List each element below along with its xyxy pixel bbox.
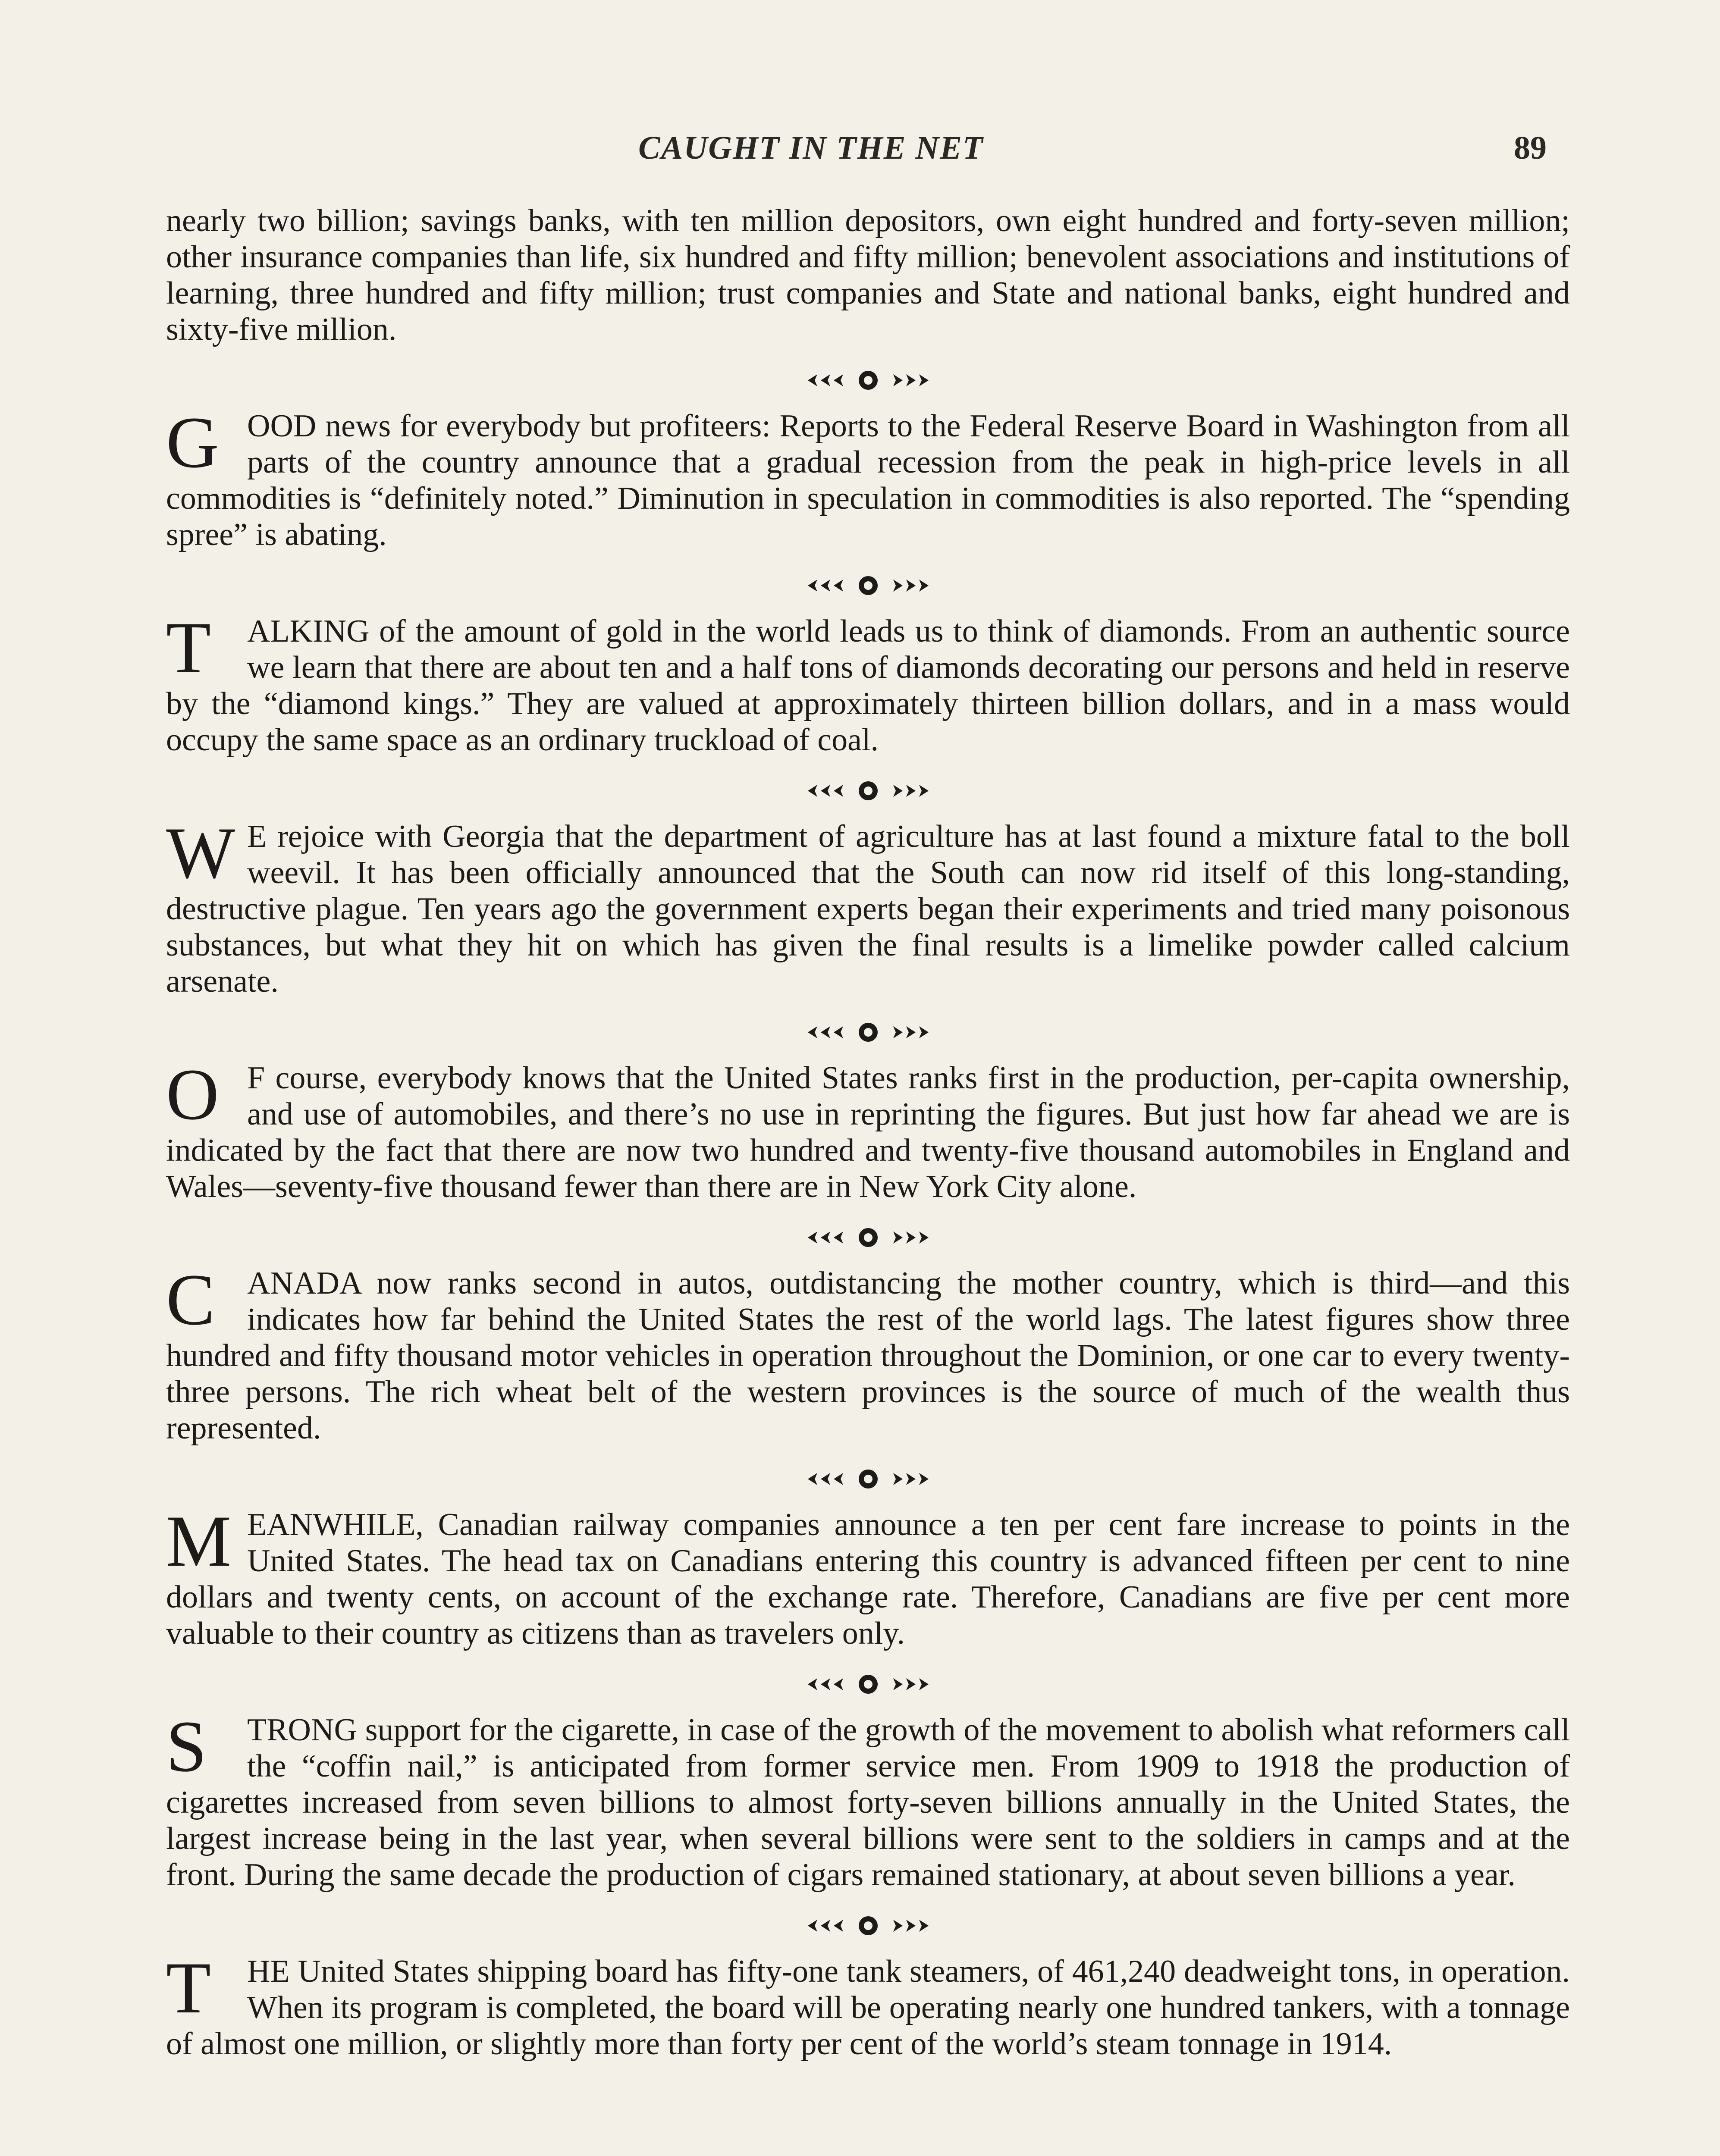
drop-cap: S — [166, 1706, 207, 1787]
lead-word: TRONG — [247, 1712, 357, 1748]
drop-cap: T — [166, 1947, 211, 2028]
item-text: rejoice with Georgia that the department of agriculture has at last found a mixture fatal to the boll weevil. It has been officially announced that the South can now rid itself of this long-standing, destructive plague. Ten years ago the government experts began their experiments and tried many poisonous substances, but what they hit on which has given the final results is a limelike powder called calcium arsenate. — [166, 819, 1570, 999]
drop-cap: M — [166, 1501, 232, 1582]
item-text: Canadian railway companies announce a ten per cent fare increase to points in the United States. The head tax on Canadians entering this country is advanced fifteen per cent to nine dollars and twenty cents, on account of the exchange rate. Therefore, Canadians are five per cent more valuable to their country as citizens than as travelers only. — [166, 1507, 1570, 1651]
ornament-icon — [804, 1019, 933, 1045]
item-text: support for the cigarette, in case of the growth of the movement to abolish what reformers call the “coffin nail,” is anticipated from former service men. From 1909 to 1918 the production of cigarettes increased from seven billions to almost forty-seven billions annually in the United States, the largest increase being in the last year, when several billions were sent to the soldiers in camps and at the front. During the same decade the production of cigars remained stationary, at about seven billions a year. — [166, 1712, 1570, 1893]
news-item — [166, 812, 1570, 1000]
article-body — [166, 203, 1570, 2062]
drop-cap: C — [166, 1259, 215, 1340]
ornament-icon — [804, 778, 933, 804]
news-item — [166, 1259, 1570, 1446]
lead-word: ANADA — [247, 1266, 361, 1301]
lead-word: OOD — [247, 408, 317, 444]
lead-word: EANWHILE, — [247, 1507, 424, 1542]
news-item — [166, 402, 1570, 553]
section-ornament — [166, 1017, 1570, 1047]
drop-cap: T — [166, 607, 211, 688]
drop-cap: O — [166, 1054, 219, 1135]
ornament-icon — [804, 1671, 933, 1697]
news-item — [166, 1054, 1570, 1205]
item-text: news for everybody but profiteers: Reports to the Federal Reserve Board in Washington from all parts of the country announce that a gradual recession from the peak in high-price levels in all commodities is “definitely noted.” Diminution in speculation in commodities is also reported. The “spending spree” is abating. — [166, 408, 1570, 552]
ornament-icon — [804, 573, 933, 599]
item-text: of the amount of gold in the world leads us to think of diamonds. From an authentic source we learn that there are about ten and a half tons of diamonds decorating our persons and held in reserve by the “diamond kings.” They are valued at approximately thirteen billion dollars, and in a mass would occupy the same space as an ordinary truckload of coal. — [166, 614, 1570, 758]
lead-word: E — [247, 819, 267, 854]
section-ornament — [166, 1463, 1570, 1494]
section-ornament — [166, 365, 1570, 395]
drop-cap: G — [166, 402, 219, 483]
section-ornament — [166, 1910, 1570, 1940]
news-item — [166, 1706, 1570, 1893]
news-item — [166, 1501, 1570, 1651]
ornament-icon — [804, 367, 933, 393]
news-item — [166, 607, 1570, 758]
lead-word: HE — [247, 1954, 290, 1989]
news-item — [166, 1947, 1570, 2062]
opening-paragraph: nearly two billion; savings banks, with ten million depositors, own eight hundred and forty-seven million; other insurance companies than life, six hundred and fifty million; benevolent associations and institutions of learning, three hundred and fifty million; trust companies and State and national banks, eight hundred and sixty-five million. — [166, 203, 1570, 347]
section-ornament — [166, 570, 1570, 600]
drop-cap: W — [166, 812, 235, 893]
lead-word: F — [247, 1060, 265, 1096]
section-ornament — [166, 775, 1570, 805]
item-text: course, everybody knows that the United States ranks first in the production, per-capita ownership, and use of automobiles, and there’s no use in reprinting the figures. But just how far ahead we are is indicated by the fact that there are now two hundred and twenty-five thousand automobiles in England and Wales—seventy-five thousand fewer than there are in New York City alone. — [166, 1060, 1570, 1204]
running-title: CAUGHT IN THE NET — [638, 130, 984, 166]
item-text: now ranks second in autos, outdistancing the mother country, which is third—and this indicates how far behind the United States the rest of the world lags. The latest figures show three hundred and fifty thousand motor vehicles in operation throughout the Dominion, or one car to every twenty-three persons. The rich wheat belt of the western provinces is the source of much of the wealth thus represented. — [166, 1266, 1570, 1446]
item-text: United States shipping board has fifty-one tank steamers, of 461,240 deadweight tons, in operation. When its program is completed, the board will be operating nearly one hundred tankers, with a tonnage of almost one million, or slightly more than forty per cent of the world’s steam tonnage in 1914. — [166, 1954, 1570, 2062]
section-ornament — [166, 1669, 1570, 1699]
ornament-icon — [804, 1913, 933, 1939]
news-items — [166, 365, 1570, 2062]
ornament-icon — [804, 1466, 933, 1492]
ornament-icon — [804, 1225, 933, 1250]
lead-word: ALKING — [247, 614, 370, 649]
section-ornament — [166, 1222, 1570, 1252]
page-number: 89 — [1514, 130, 1547, 166]
